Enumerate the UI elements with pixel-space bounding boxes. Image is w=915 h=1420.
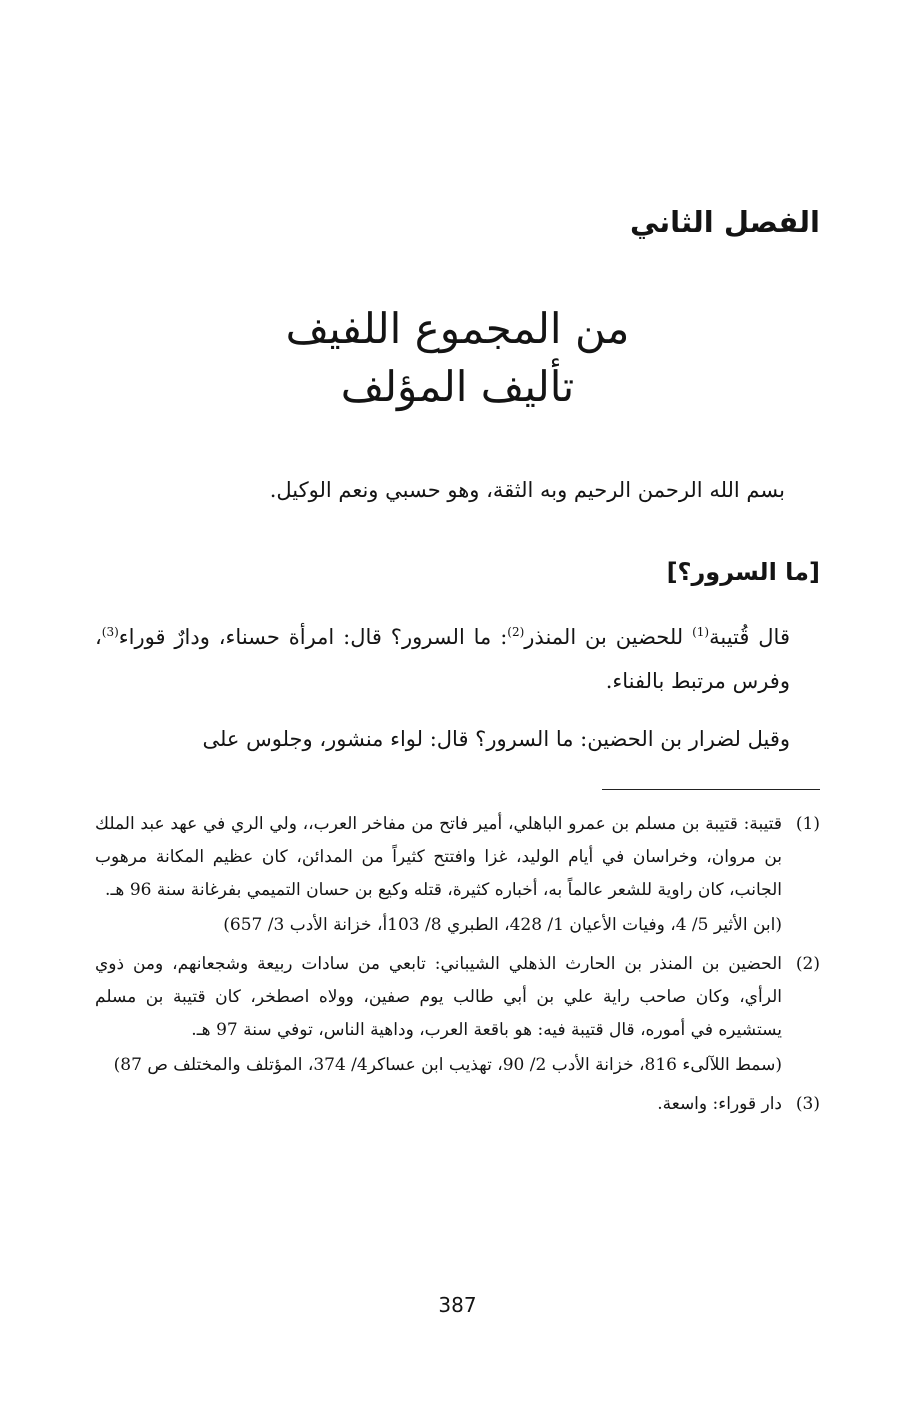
footnote-3 [95,1088,820,1121]
work-title-line-1: من المجموع اللفيف [285,304,630,353]
body-text [95,615,820,761]
paragraph-1 [95,615,820,703]
paragraph-1-part-4: ، وفرس مرتبط بالفناء. [95,625,790,693]
footnote-number: (3) [795,1094,820,1114]
footnote-ref-1[interactable]: (1) [692,625,710,639]
footnotes [95,808,820,1127]
paragraph-1-part-1: قال قُتيبة [709,625,790,649]
footnote-text: قتيبة: قتيبة بن مسلم بن عمرو الباهلي، أمير فاتح من مفاخر العرب،، ولي الري في عهد عبد الملك بن مروان، وخراسان في أيام الوليد، غزا وافتتح كثيراً من المدائن، كان عظيم المكانة مرهوب الجانب، كان راوية للشعر عالماً به، أخباره كثيرة، قتله وكيع بن حسان التميمي بفرغانة سنة 96 هـ. [95,814,782,900]
footnote-divider [602,789,820,790]
section-heading: [ما السرور؟] [666,558,820,586]
page-number: 387 [438,1293,477,1317]
footnote-reference: (سمط اللآلىء 816، خزانة الأدب 2/ 90، تهذيب ابن عساكر4/ 374، المؤتلف والمختلف ص 87) [113,1055,782,1075]
footnote-ref-3[interactable]: (3) [101,625,119,639]
footnote-ref-2[interactable]: (2) [507,625,525,639]
footnote-2 [95,948,820,1082]
basmala: بسم الله الرحمن الرحيم وبه الثقة، وهو حسبي ونعم الوكيل. [269,478,785,502]
work-title [0,300,915,416]
paragraph-1-part-2: للحضين بن المنذر [524,625,693,649]
work-title-line-2: تأليف المؤلف [340,362,575,411]
paragraph-2-content: وقيل لضرار بن الحضين: ما السرور؟ قال: لواء منشور، وجلوس على [202,727,790,751]
footnote-text: الحضين بن المنذر بن الحارث الذهلي الشيباني: تابعي من سادات ربيعة وشجعانهم، ومن ذوي الرأي، وكان صاحب راية علي بن أبي طالب يوم صفين، وولاه اصطخر، كان قتيبة بن مسلم يستشيره في أموره، قال قتيبة فيه: هو باقعة العرب، وداهية الناس، توفي سنة 97 هـ. [95,954,782,1040]
footnote-1 [95,808,820,942]
chapter-title: الفصل الثاني [629,205,820,239]
footnote-text: دار قوراء: واسعة. [657,1094,782,1114]
paragraph-1-part-3: : ما السرور؟ قال: امرأة حسناء، ودارٌ قوراء [118,625,508,649]
footnote-number: (1) [795,814,820,834]
paragraph-2 [95,717,820,761]
footnote-reference: (ابن الأثير 5/ 4، وفيات الأعيان 1/ 428، الطبري 8/ 103أ، خزانة الأدب 3/ 657) [223,915,782,935]
footnote-number: (2) [795,954,820,974]
paragraph-1-content [95,615,820,703]
